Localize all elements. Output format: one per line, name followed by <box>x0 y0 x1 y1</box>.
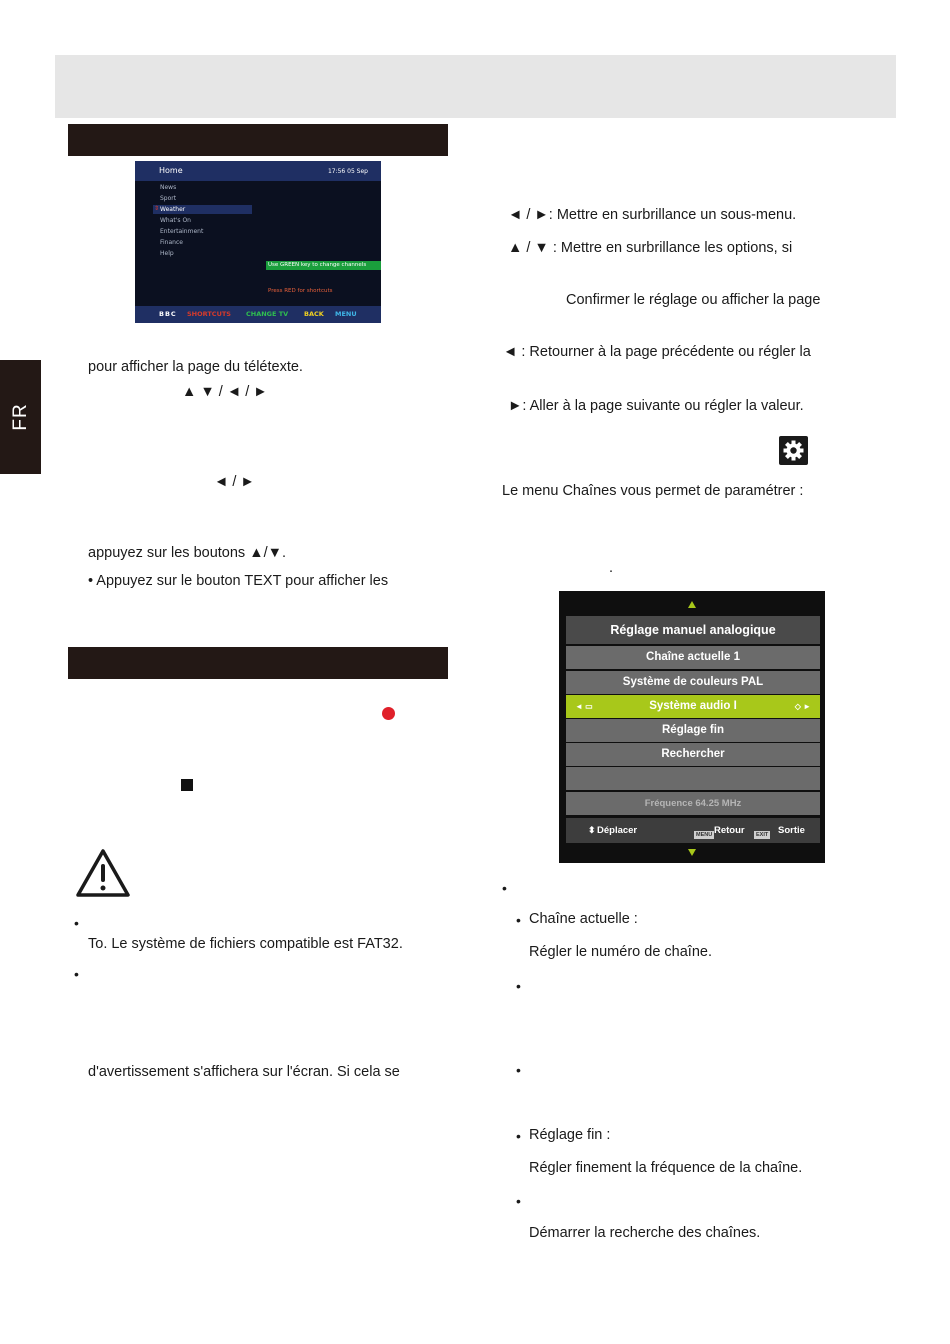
bullet-title: Réglage fin : <box>529 1127 611 1143</box>
teletext-updown-icon: ⇕ <box>154 205 160 212</box>
menu-footer: ⬍ Déplacer MENU Retour EXIT Sortie <box>566 818 820 843</box>
footer-move: Déplacer <box>597 825 638 836</box>
nav-text-line: ◄ : Retourner à la page précédente ou régler la <box>503 344 811 360</box>
bullet-desc: Régler le numéro de chaîne. <box>529 944 712 960</box>
scroll-up-icon <box>688 601 696 608</box>
page-header-band <box>55 55 896 118</box>
teletext-item: Sport <box>160 195 177 202</box>
footer-exit: Sortie <box>778 825 805 836</box>
frequency-row: Fréquence 64.25 MHz <box>566 792 820 815</box>
teletext-item: Weather <box>160 206 186 213</box>
bullet-dot: • <box>516 1128 521 1144</box>
manual-tuning-menu <box>559 591 825 863</box>
left-arrow-icon: ◄ ▭ <box>575 702 593 711</box>
bullet-dot: • <box>74 966 79 982</box>
left-text-arrows: ▲ ▼ / ◄ / ► <box>182 384 268 400</box>
menu-row[interactable]: Chaîne actuelle 1 <box>566 646 820 669</box>
bullet-desc: Régler finement la fréquence de la chaîne. <box>529 1160 803 1176</box>
teletext-green-message: Use GREEN key to change channels <box>266 261 381 270</box>
updown-icon: ⬍ <box>588 825 596 835</box>
menu-row-empty <box>566 767 820 790</box>
teletext-item: Entertainment <box>160 228 204 235</box>
teletext-back: BACK <box>304 310 324 318</box>
channels-intro: Le menu Chaînes vous permet de paramétrer : <box>502 483 804 499</box>
nav-text-line: Confirmer le réglage ou afficher la page <box>566 292 821 308</box>
bullet-dot: • <box>516 912 521 928</box>
bullet-dot: • <box>516 978 521 994</box>
teletext-shortcuts: SHORTCUTS <box>187 310 231 318</box>
footer-back: Retour <box>714 825 745 836</box>
teletext-screenshot <box>135 161 381 323</box>
bullet-desc: Démarrer la recherche des chaînes. <box>529 1225 761 1241</box>
stray-dot: . <box>609 560 614 576</box>
menu-row-highlighted[interactable] <box>566 695 820 718</box>
right-arrow-icon: ◇ ► <box>794 702 811 711</box>
bullet-dot: • <box>74 915 79 931</box>
teletext-home: Home <box>159 166 183 175</box>
scroll-down-icon <box>688 849 696 856</box>
menu-title: Réglage manuel analogique <box>566 616 820 644</box>
left-text-line: pour afficher la page du télétexte. <box>88 359 303 375</box>
teletext-red-message: Press RED for shortcuts <box>268 288 333 294</box>
section-heading-teletext <box>68 124 448 156</box>
bullet-dot: • <box>516 1062 521 1078</box>
left-text-bullet: • Appuyez sur le bouton TEXT pour afficher les <box>88 573 389 589</box>
left-text-leftright: ◄ / ► <box>214 474 255 490</box>
section-heading-usb <box>68 647 448 679</box>
teletext-item: What's On <box>160 217 191 224</box>
gear-icon <box>779 436 808 465</box>
teletext-menu: MENU <box>335 310 357 318</box>
record-icon <box>382 707 395 720</box>
teletext-footer <box>135 306 381 323</box>
warning-icon <box>75 847 131 899</box>
language-label: FR <box>9 403 31 431</box>
bullet-dot: • <box>502 880 507 896</box>
nav-text-line: ◄ / ►: Mettre en surbrillance un sous-menu. <box>508 207 797 223</box>
usb-text-line: d'avertissement s'affichera sur l'écran. Si cela se <box>88 1064 400 1080</box>
teletext-item: Finance <box>160 239 183 246</box>
nav-text-line: ▲ / ▼ : Mettre en surbrillance les options, si <box>508 240 793 256</box>
menu-row[interactable]: Système de couleurs PAL <box>566 671 820 694</box>
teletext-time: 17:56 05 Sep <box>327 168 368 175</box>
left-text-line: appuyez sur les boutons ▲/▼. <box>88 545 286 561</box>
teletext-change-tv: CHANGE TV <box>246 310 289 318</box>
language-tab <box>0 360 41 474</box>
teletext-bbc: BBC <box>159 310 177 318</box>
menu-row[interactable]: Réglage fin <box>566 719 820 742</box>
menu-row-label: Système audio I <box>649 700 737 712</box>
bullet-title: Chaîne actuelle : <box>529 911 638 927</box>
usb-text-line: To. Le système de fichiers compatible est FAT32. <box>88 936 403 952</box>
teletext-item: Help <box>160 250 174 257</box>
menu-row[interactable]: Rechercher <box>566 743 820 766</box>
teletext-item: News <box>160 184 177 191</box>
stop-icon <box>181 779 193 791</box>
bullet-dot: • <box>516 1193 521 1209</box>
nav-text-line: ►: Aller à la page suivante ou régler la valeur. <box>508 398 804 414</box>
